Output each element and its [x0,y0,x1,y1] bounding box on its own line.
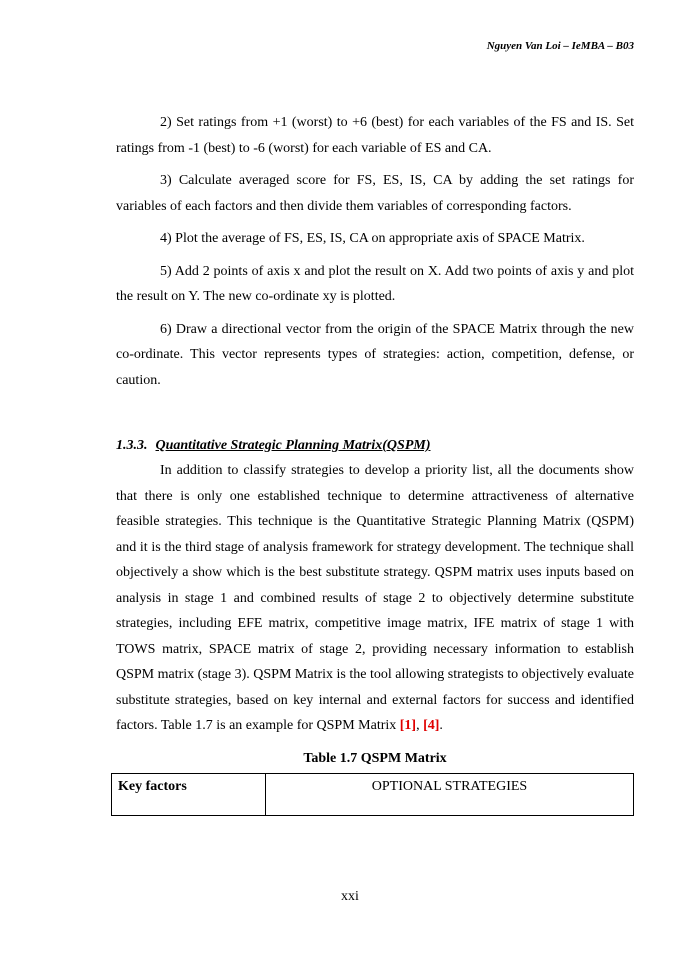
citation-ref-1[interactable]: [1] [399,718,417,733]
citation-separator: , [416,718,424,733]
section-title: Quantitative Strategic Planning Matrix(QSPM) [155,438,431,453]
table-caption: Table 1.7 QSPM Matrix [303,750,447,766]
page-number: xxi [341,889,359,904]
section-number: 1.3.3. [116,438,148,453]
table-row [112,773,634,815]
paragraph-step-4: 4) Plot the average of FS, ES, IS, CA on appropriate axis of SPACE Matrix. [160,231,585,246]
paragraph-qspm [116,458,634,739]
page-body [116,110,634,816]
section-heading [116,433,634,458]
qspm-text: In addition to classify strategies to develop a priority list, all the documents show that there is only one established technique to determine attractiveness of alternative feasible strategies. This technique is the Quantitative Strategic Planning Matrix (QSPM) and it is the third stage of analysis framework for strategy development. The technique shall objectively a show which is the best substitute strategy. QSPM matrix uses inputs based on analysis in stage 1 and combined results of stage 2 to objectively determine substitute strategies, including EFE matrix, competitive image matrix, IFE matrix of stage 1 with TOWS matrix, SPACE matrix of stage 2, providing necessary information to establish QSPM matrix (stage 3). QSPM Matrix is the tool allowing strategists to objectively evaluate substitute strategies, based on key internal and external factors for success and identified factors. Table 1.7 is an example for QSPM Matrix [116,463,634,733]
header-key-factors: Key factors [112,773,266,815]
header-optional-strategies: OPTIONAL STRATEGIES [266,773,634,815]
paragraph-step-3: 3) Calculate averaged score for FS, ES, IS, CA by adding the set ratings for variables of each factors and then divide them variables of corresponding factors. [116,173,634,214]
paragraph-step-2: 2) Set ratings from +1 (worst) to +6 (best) for each variables of the FS and IS. Set ratings from -1 (best) to -6 (worst) for each variable of ES and CA. [116,115,634,156]
paragraph-end: . [439,718,443,733]
citation-ref-4[interactable]: [4] [423,718,440,733]
qspm-table [111,773,634,816]
running-header: Nguyen Van Loi – IeMBA – B03 [486,40,634,52]
paragraph-step-6: 6) Draw a directional vector from the origin of the SPACE Matrix through the new co-ordinate. This vector represents types of strategies: action, competition, defense, or caution. [116,321,634,388]
paragraph-step-5: 5) Add 2 points of axis x and plot the result on X. Add two points of axis y and plot the result on Y. The new co-ordinate xy is plotted. [116,263,634,304]
